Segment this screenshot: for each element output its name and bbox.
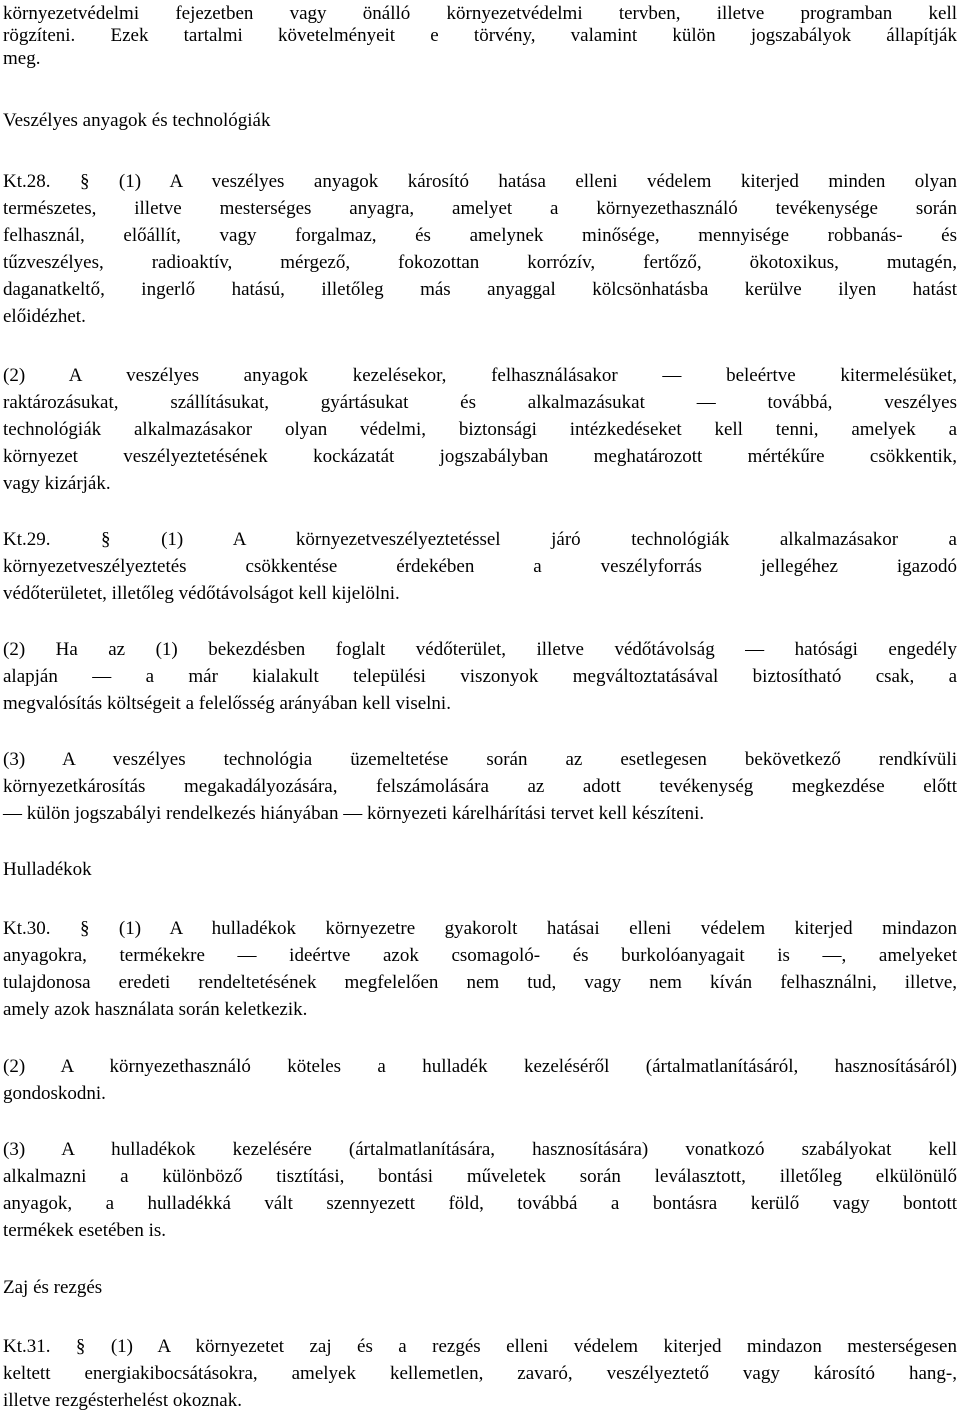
text-line: természetes, illetve mesterséges anyagra, amelyet a környezethasználó tevékenysége során	[3, 198, 957, 219]
text-line: Kt.31. § (1) A környezetet zaj és a rezgés elleni védelem kiterjed mindazon mesterségesen	[3, 1336, 957, 1357]
text-line: tűzveszélyes, radioaktív, mérgező, fokozottan korrózív, fertőző, ökotoxikus, mutagén,	[3, 252, 957, 273]
text-line: védőterületet, illetőleg védőtávolságot kell kijelölni.	[3, 583, 400, 604]
text-line: keltett energiakibocsátásokra, amelyek kellemetlen, zavaró, veszélyeztető vagy károsító hang-,	[3, 1363, 957, 1384]
text-line: rögzíteni. Ezek tartalmi követelményeit e törvény, valamint külön jogszabályok állapítják	[3, 25, 957, 46]
text-line: előidézhet.	[3, 306, 86, 327]
text-line: meg.	[3, 48, 41, 69]
text-line: gondoskodni.	[3, 1083, 106, 1104]
text-line: (3) A veszélyes technológia üzemeltetése során az esetlegesen bekövetkező rendkívüli	[3, 749, 957, 770]
text-line: raktározásukat, szállításukat, gyártásukat és alkalmazásukat — továbbá, veszélyes	[3, 392, 957, 413]
text-line: vagy kizárják.	[3, 473, 111, 494]
text-line: (2) A környezethasználó köteles a hulladék kezeléséről (ártalmatlanításáról, hasznosításáról)	[3, 1056, 957, 1077]
text-line: környezetvédelmi fejezetben vagy önálló környezetvédelmi tervben, illetve programban kell	[3, 3, 957, 24]
text-line: — külön jogszabályi rendelkezés hiányában — környezeti kárelhárítási tervet kell készíteni.	[3, 803, 705, 824]
text-line: anyagokra, termékekre — ideértve azok csomagoló- és burkolóanyagait is —, amelyeket	[3, 945, 957, 966]
text-line: tulajdonosa eredeti rendeltetésének megfelelően nem tud, vagy nem kíván felhasználni, illetve,	[3, 972, 957, 993]
text-line: alkalmazni a különböző tisztítási, bontási műveletek során leválasztott, illetőleg elkülönülő	[3, 1166, 957, 1187]
text-line: felhasznál, előállít, vagy forgalmaz, és amelynek minősége, mennyisége robbanás- és	[3, 225, 957, 246]
text-line: amely azok használata során keletkezik.	[3, 999, 308, 1020]
text-line: (2) Ha az (1) bekezdésben foglalt védőterület, illetve védőtávolság — hatósági engedély	[3, 639, 957, 660]
text-line: (3) A hulladékok kezelésére (ártalmatlanítására, hasznosítására) vonatkozó szabályokat kell	[3, 1139, 957, 1160]
text-line: Hulladékok	[3, 859, 92, 880]
text-line: termékek esetében is.	[3, 1220, 167, 1241]
text-line: környezetkárosítás megakadályozására, felszámolására az adott tevékenység megkezdése előtt	[3, 776, 957, 797]
text-line: Veszélyes anyagok és technológiák	[3, 110, 271, 131]
text-line: környezetveszélyeztetés csökkentése érdekében a veszélyforrás jellegéhez igazodó	[3, 556, 957, 577]
text-line: illetve rezgésterhelést okoznak.	[3, 1390, 242, 1411]
text-line: technológiák alkalmazásakor olyan védelmi, biztonsági intézkedéseket kell tenni, amelyek a	[3, 419, 957, 440]
text-line: (2) A veszélyes anyagok kezelésekor, felhasználásakor — beleértve kitermelésüket,	[3, 365, 957, 386]
text-line: Kt.30. § (1) A hulladékok környezetre gyakorolt hatásai elleni védelem kiterjed mindazon	[3, 918, 957, 939]
text-line: Kt.29. § (1) A környezetveszélyeztetéssel járó technológiák alkalmazásakor a	[3, 529, 957, 550]
text-line: Zaj és rezgés	[3, 1277, 103, 1298]
text-line: Kt.28. § (1) A veszélyes anyagok károsító hatása elleni védelem kiterjed minden olyan	[3, 171, 957, 192]
text-line: daganatkeltő, ingerlő hatású, illetőleg más anyaggal kölcsönhatásba kerülve ilyen hatást	[3, 279, 957, 300]
text-line: környezet veszélyeztetésének kockázatát jogszabályban meghatározott mértékűre csökkentik,	[3, 446, 957, 467]
text-line: megvalósítás költségeit a felelősség arányában kell viselni.	[3, 693, 451, 714]
text-line: alapján — a már kialakult települési viszonyok megváltoztatásával biztosítható csak, a	[3, 666, 957, 687]
text-line: anyagok, a hulladékká vált szennyezett föld, továbbá a bontásra kerülő vagy bontott	[3, 1193, 957, 1214]
